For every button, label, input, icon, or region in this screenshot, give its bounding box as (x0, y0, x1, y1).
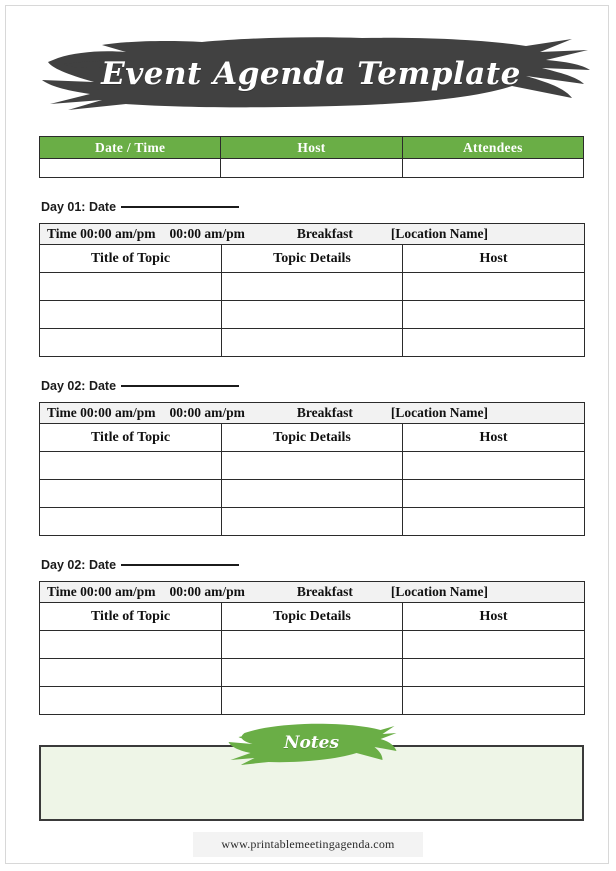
cell-details[interactable] (222, 452, 403, 480)
table-row (40, 687, 585, 715)
table-row (40, 659, 585, 687)
table-row (40, 452, 585, 480)
cell-host[interactable] (403, 329, 585, 357)
location-label-3: [Location Name] (390, 584, 488, 599)
col-header-title-3: Title of Topic (40, 603, 222, 631)
summary-cell-attendees[interactable] (402, 159, 583, 178)
notes-section (39, 733, 584, 821)
summary-cell-host[interactable] (221, 159, 402, 178)
page-title: Event Agenda Template (101, 56, 521, 92)
summary-header-date-time: Date / Time (40, 137, 221, 159)
cell-details[interactable] (222, 659, 403, 687)
notes-label: Notes (283, 733, 340, 753)
time-label-3: Time 00:00 am/pm (47, 584, 156, 599)
agenda-section-1 (39, 200, 584, 357)
table-row (40, 631, 585, 659)
cell-details[interactable] (222, 631, 403, 659)
col-header-title-2: Title of Topic (40, 424, 222, 452)
col-header-title-1: Title of Topic (40, 245, 222, 273)
cell-title[interactable] (40, 301, 222, 329)
time-label-1: Time 00:00 am/pm (47, 226, 156, 241)
day-label-text-2: Day 02: Date (41, 379, 117, 393)
cell-details[interactable] (222, 508, 403, 536)
col-header-host-3: Host (403, 603, 585, 631)
cell-title[interactable] (40, 659, 222, 687)
column-header-row-1 (40, 245, 585, 273)
col-header-details-2: Topic Details (222, 424, 403, 452)
location-label-1: [Location Name] (390, 226, 488, 241)
cell-host[interactable] (403, 659, 585, 687)
cell-title[interactable] (40, 329, 222, 357)
page-canvas (5, 5, 609, 864)
cell-details[interactable] (222, 687, 403, 715)
footer (6, 832, 610, 857)
day-label-text-3: Day 02: Date (41, 558, 117, 572)
summary-table (39, 136, 584, 178)
cell-host[interactable] (403, 301, 585, 329)
table-row (40, 480, 585, 508)
time-second-2: 00:00 am/pm (169, 405, 245, 420)
summary-cell-date-time[interactable] (40, 159, 221, 178)
cell-host[interactable] (403, 480, 585, 508)
col-header-host-1: Host (403, 245, 585, 273)
cell-host[interactable] (403, 273, 585, 301)
title-banner (6, 28, 610, 120)
day-label-3 (41, 558, 584, 572)
footer-website[interactable]: www.printablemeetingagenda.com (193, 832, 422, 857)
time-row-2 (40, 403, 585, 424)
table-row (40, 508, 585, 536)
cell-details[interactable] (222, 480, 403, 508)
column-header-row-2 (40, 424, 585, 452)
col-header-host-2: Host (403, 424, 585, 452)
time-label-2: Time 00:00 am/pm (47, 405, 156, 420)
day-label-2 (41, 379, 584, 393)
meal-label-3: Breakfast (296, 584, 353, 599)
cell-details[interactable] (222, 273, 403, 301)
cell-host[interactable] (403, 508, 585, 536)
day-label-text-1: Day 01: Date (41, 200, 117, 214)
agenda-table-1 (39, 223, 585, 357)
table-row (40, 329, 585, 357)
meal-label-2: Breakfast (296, 405, 353, 420)
agenda-table-2 (39, 402, 585, 536)
cell-host[interactable] (403, 631, 585, 659)
summary-header-host: Host (221, 137, 402, 159)
cell-host[interactable] (403, 687, 585, 715)
agenda-section-3 (39, 558, 584, 715)
cell-details[interactable] (222, 329, 403, 357)
location-label-2: [Location Name] (390, 405, 488, 420)
day-date-blank-3[interactable] (121, 564, 239, 566)
time-row-1 (40, 224, 585, 245)
time-second-3: 00:00 am/pm (169, 584, 245, 599)
table-row (40, 273, 585, 301)
cell-title[interactable] (40, 508, 222, 536)
time-row-3 (40, 582, 585, 603)
notes-badge (224, 717, 399, 769)
cell-title[interactable] (40, 452, 222, 480)
cell-host[interactable] (403, 452, 585, 480)
cell-details[interactable] (222, 301, 403, 329)
col-header-details-3: Topic Details (222, 603, 403, 631)
agenda-section-2 (39, 379, 584, 536)
meal-label-1: Breakfast (296, 226, 353, 241)
column-header-row-3 (40, 603, 585, 631)
summary-header-attendees: Attendees (402, 137, 583, 159)
agenda-table-3 (39, 581, 585, 715)
col-header-details-1: Topic Details (222, 245, 403, 273)
summary-header-row (40, 137, 584, 159)
time-second-1: 00:00 am/pm (169, 226, 245, 241)
cell-title[interactable] (40, 687, 222, 715)
cell-title[interactable] (40, 273, 222, 301)
cell-title[interactable] (40, 631, 222, 659)
day-date-blank-1[interactable] (121, 206, 239, 208)
day-date-blank-2[interactable] (121, 385, 239, 387)
summary-value-row (40, 159, 584, 178)
table-row (40, 301, 585, 329)
cell-title[interactable] (40, 480, 222, 508)
day-label-1 (41, 200, 584, 214)
